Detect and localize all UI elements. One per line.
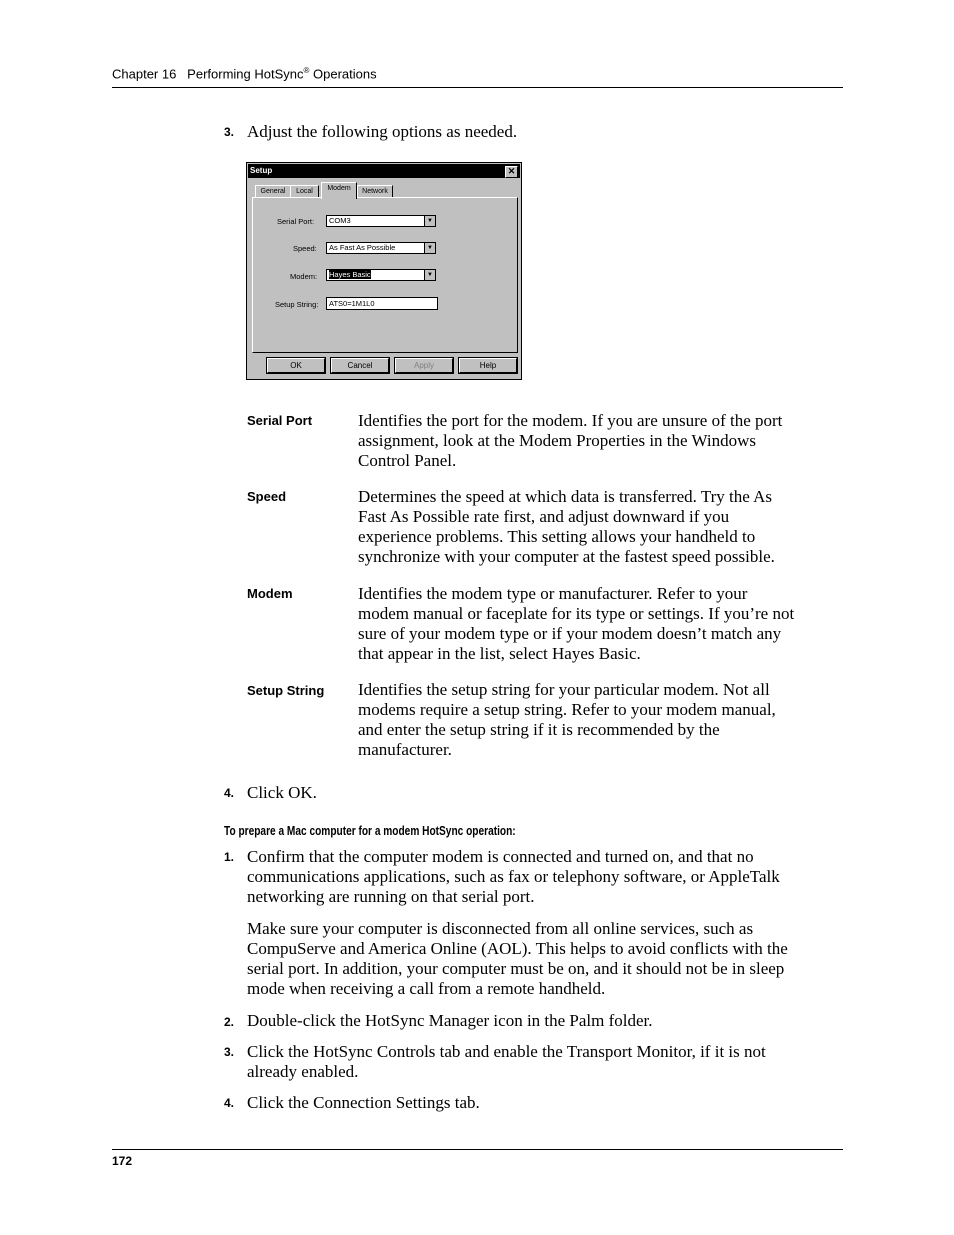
registered-mark: ® <box>303 66 310 75</box>
modem-select[interactable] <box>326 269 436 281</box>
apply-button[interactable]: Apply <box>395 358 453 373</box>
setup-dialog <box>246 162 522 380</box>
chevron-down-icon[interactable]: ▼ <box>424 243 435 253</box>
cancel-button[interactable]: Cancel <box>331 358 389 373</box>
text-line: serial port. In addition, your computer must be on, and it should not be in sleep <box>247 959 785 978</box>
dialog-title: Setup <box>250 166 273 175</box>
footer-rule <box>112 1149 843 1150</box>
text-line: modems require a setup string. Refer to your modem manual, <box>358 700 776 719</box>
definition-text <box>358 487 838 567</box>
step-text <box>247 847 843 907</box>
step-number: 4. <box>224 1096 235 1110</box>
definition-term: Serial Port <box>247 413 313 428</box>
step-text <box>247 1011 843 1031</box>
text-line: that appear in the list, select Hayes Basic. <box>358 644 641 663</box>
text-line: Control Panel. <box>358 451 457 470</box>
step-number: 2. <box>224 1015 235 1029</box>
text-line: Make sure your computer is disconnected from all online services, such as <box>247 919 754 938</box>
tab-general[interactable]: General <box>255 185 291 198</box>
speed-label: Speed: <box>293 244 317 253</box>
text-line: experience problems. This setting allows your handheld to <box>358 527 756 546</box>
text-line: mode when receiving a call from a remote handheld. <box>247 979 606 998</box>
definition-term: Setup String <box>247 683 325 698</box>
chapter-title-end: Operations <box>309 66 377 82</box>
text-line: communications applications, such as fax or telephony software, or AppleTalk <box>247 867 780 886</box>
definition-text <box>358 584 838 664</box>
chapter-title: Performing HotSync <box>187 66 304 82</box>
page-number: 172 <box>112 1154 133 1168</box>
setup-string-input[interactable]: ATS0=1M1L0 <box>326 297 438 310</box>
definition-text <box>358 680 838 760</box>
running-header <box>112 66 843 88</box>
definition-text <box>358 411 838 471</box>
definition-term: Modem <box>247 586 293 601</box>
serial-port-select[interactable] <box>326 215 436 227</box>
tab-local[interactable]: Local <box>290 185 319 198</box>
text-line: manufacturer. <box>358 740 452 759</box>
step-number: 4. <box>224 786 235 800</box>
text-line: Determines the speed at which data is transferred. Try the As <box>358 487 773 506</box>
setup-string-label: Setup String: <box>275 300 319 309</box>
text-line: CompuServe and America Online (AOL). This helps to avoid conflicts with the <box>247 939 788 958</box>
step-text: Click OK. <box>247 783 317 802</box>
step-text: Adjust the following options as needed. <box>247 122 518 141</box>
text-line: and enter the setup string if it is recommended by the <box>358 720 720 739</box>
chevron-down-icon[interactable]: ▼ <box>424 216 435 226</box>
text-line: sure of your modem type or if your modem doesn’t match any <box>358 624 782 643</box>
text-line: already enabled. <box>247 1062 359 1081</box>
step-text <box>247 1042 843 1082</box>
definition-term: Speed <box>247 489 287 504</box>
text-line: Identifies the setup string for your particular modem. Not all <box>358 680 770 699</box>
text-line: Click the Connection Settings tab. <box>247 1093 480 1112</box>
step-number: 3. <box>224 1045 235 1059</box>
step-text <box>247 1093 843 1113</box>
section-heading: To prepare a Mac computer for a modem HotSync operation: <box>224 823 516 838</box>
modem-value: Hayes Basic <box>329 270 371 279</box>
chevron-down-icon[interactable]: ▼ <box>424 270 435 280</box>
speed-select[interactable] <box>326 242 436 254</box>
text-line: Click the HotSync Controls tab and enable the Transport Monitor, if it is not <box>247 1042 766 1061</box>
text-line: assignment, look at the Modem Properties in the Windows <box>358 431 756 450</box>
text-line: networking are running on that serial port. <box>247 887 535 906</box>
text-line: modem manual or faceplate for its type or settings. If you’re not <box>358 604 795 623</box>
text-line: Identifies the modem type or manufacturer. Refer to your <box>358 584 748 603</box>
text-line: synchronize with your computer at the fastest speed possible. <box>358 547 775 566</box>
serial-port-value: COM3 <box>329 216 351 225</box>
modem-label: Modem: <box>290 272 318 281</box>
help-button[interactable]: Help <box>459 358 517 373</box>
paragraph <box>247 919 843 999</box>
text-line: Identifies the port for the modem. If you are unsure of the port <box>358 411 783 430</box>
text-line: Confirm that the computer modem is connected and turned on, and that no <box>247 847 754 866</box>
close-icon[interactable]: ✕ <box>505 166 518 178</box>
text-line: Fast As Possible rate first, and adjust downward if you <box>358 507 730 526</box>
speed-value: As Fast As Possible <box>329 243 396 252</box>
tab-modem[interactable]: Modem <box>321 182 357 199</box>
step-number: 1. <box>224 850 235 864</box>
text-line: Double-click the HotSync Manager icon in the Palm folder. <box>247 1011 653 1030</box>
chapter-label: Chapter 16 <box>112 66 177 82</box>
step-number: 3. <box>224 125 235 139</box>
tab-network[interactable]: Network <box>357 185 393 198</box>
ok-button[interactable]: OK <box>267 358 325 373</box>
dialog-titlebar <box>248 164 520 178</box>
serial-port-label: Serial Port: <box>277 217 315 226</box>
